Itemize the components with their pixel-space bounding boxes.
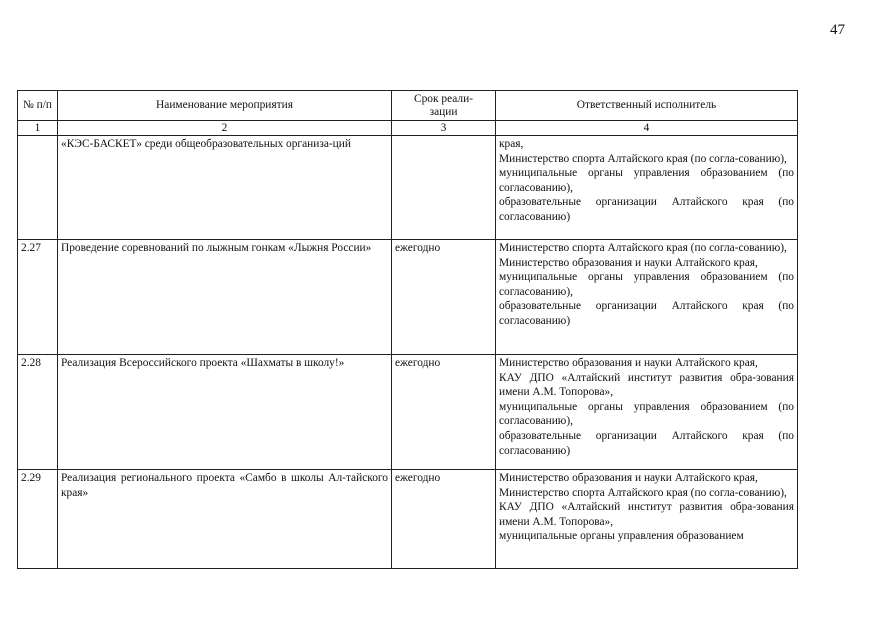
event-name: Реализация регионального проекта «Самбо в школы Ал-тайского края» bbox=[58, 470, 392, 569]
event-executors bbox=[496, 240, 798, 355]
executor-line: муниципальные органы управления образованием (по согласованию), bbox=[499, 271, 794, 298]
event-executors bbox=[496, 355, 798, 470]
event-term bbox=[392, 136, 496, 240]
column-number: 3 bbox=[392, 121, 496, 136]
executor-line: муниципальные органы управления образованием bbox=[499, 530, 744, 543]
table-row bbox=[18, 136, 798, 240]
event-term: ежегодно bbox=[392, 240, 496, 355]
event-term: ежегодно bbox=[392, 470, 496, 569]
row-number bbox=[18, 136, 58, 240]
executor-line: Министерство образования и науки Алтайского края, bbox=[499, 256, 758, 269]
event-name: «КЭС-БАСКЕТ» среди общеобразовательных организа-ций bbox=[58, 136, 392, 240]
executor-line: образовательные организации Алтайского края (по согласованию) bbox=[499, 300, 794, 327]
executor-line: КАУ ДПО «Алтайский институт развития обра-зования имени А.М. Топорова», bbox=[499, 371, 794, 399]
header-term: Срок реали- зации bbox=[392, 91, 496, 121]
column-number: 2 bbox=[58, 121, 392, 136]
header-executor: Ответственный исполнитель bbox=[496, 91, 798, 121]
row-number: 2.28 bbox=[18, 355, 58, 470]
page-number: 47 bbox=[830, 22, 845, 38]
events-table bbox=[17, 90, 798, 569]
executor-line: Министерство образования и науки Алтайского края, bbox=[499, 472, 758, 484]
row-number: 2.27 bbox=[18, 240, 58, 355]
executor-line: КАУ ДПО «Алтайский институт развития обра-зования имени А.М. Топорова», bbox=[499, 501, 794, 528]
executor-line: Министерство спорта Алтайского края (по согла-сованию), bbox=[499, 486, 787, 499]
executor-line: Министерство образования и науки Алтайского края, bbox=[499, 357, 758, 369]
header-name: Наименование мероприятия bbox=[58, 91, 392, 121]
row-number: 2.29 bbox=[18, 470, 58, 569]
executor-line: Министерство спорта Алтайского края (по согла-сованию), bbox=[499, 152, 787, 165]
table-row bbox=[18, 470, 798, 569]
table-row bbox=[18, 355, 798, 470]
executor-line: муниципальные органы управления образованием (по согласованию), bbox=[499, 167, 794, 194]
column-number: 4 bbox=[496, 121, 798, 136]
executor-line: Министерство спорта Алтайского края (по согла-сованию), bbox=[499, 242, 787, 254]
table-header-row bbox=[18, 91, 798, 121]
executor-line: образовательные организации Алтайского края (по согласованию) bbox=[499, 429, 794, 457]
column-number: 1 bbox=[18, 121, 58, 136]
column-number-row bbox=[18, 121, 798, 136]
executor-line: края, bbox=[499, 138, 524, 150]
event-name: Проведение соревнований по лыжным гонкам «Лыжня России» bbox=[58, 240, 392, 355]
executor-line: образовательные организации Алтайского края (по согласованию) bbox=[499, 196, 794, 223]
header-num: № п/п bbox=[18, 91, 58, 121]
event-term: ежегодно bbox=[392, 355, 496, 470]
table-row bbox=[18, 240, 798, 355]
event-executors bbox=[496, 136, 798, 240]
event-executors bbox=[496, 470, 798, 569]
executor-line: муниципальные органы управления образованием (по согласованию), bbox=[499, 400, 794, 428]
event-name: Реализация Всероссийского проекта «Шахматы в школу!» bbox=[58, 355, 392, 470]
